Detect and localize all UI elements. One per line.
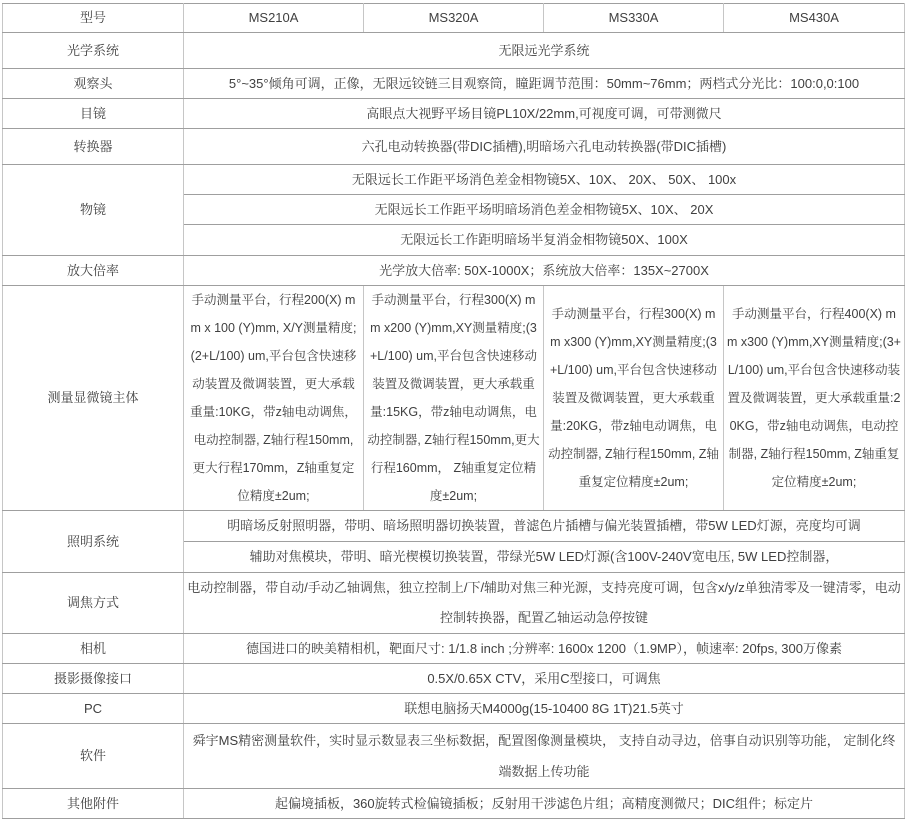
spec-table: [2, 3, 905, 819]
optical-system-value: 无限远光学系统: [184, 33, 905, 69]
model-cell-1: MS210A: [184, 4, 364, 33]
row-observation-head: [3, 69, 905, 99]
row-focusing: [3, 573, 905, 634]
row-model: [3, 4, 905, 33]
cctv-port-value: 0.5X/0.65X CTV，采用C型接口，可调焦: [184, 664, 905, 694]
model-cell-2: MS320A: [364, 4, 544, 33]
pc-value: 联想电脑扬天M4000g(15-10400 8G 1T)21.5英寸: [184, 694, 905, 724]
row-label-objectives: 物镜: [3, 165, 184, 256]
magnification-value: 光学放大倍率: 50X-1000X；系统放大倍率：135X~2700X: [184, 256, 905, 286]
row-label-pc: PC: [3, 694, 184, 724]
row-optical-system: [3, 33, 905, 69]
nosepiece-value: 六孔电动转换器(带DIC插槽),明暗场六孔电动转换器(带DIC插槽): [184, 129, 905, 165]
model-cell-3: MS330A: [544, 4, 724, 33]
stage-value-4: 手动测量平台，行程400(X) mm x300 (Y)mm,XY测量精度;(3+L/100) um,平台包含快速移动装置及微调装置，更大承载重量:20KG，带z轴电动调焦，电动控制器, Z轴行程150mm, Z轴重复定位精度±2um;: [724, 286, 905, 511]
stage-value-3: 手动测量平台，行程300(X) mm x300 (Y)mm,XY测量精度;(3+L/100) um,平台包含快速移动装置及微调装置，更大承载重量:20KG，带z轴电动调焦，电动控制器, Z轴行程150mm, Z轴重复定位精度±2um;: [544, 286, 724, 511]
row-camera: [3, 634, 905, 664]
stage-value-1: 手动测量平台，行程200(X) mm x 100 (Y)mm, X/Y测量精度;(2+L/100) um,平台包含快速移动装置及微调装置，更大承载重量:10KG，带z轴电动调焦，电动控制器, Z轴行程150mm, 更大行程170mm，Z轴重复定位精度±2um;: [184, 286, 364, 511]
row-software: [3, 724, 905, 789]
objectives-value-2: 无限远长工作距平场明暗场消色差金相物镜5X、10X、 20X: [184, 195, 905, 225]
row-label-focusing: 调焦方式: [3, 573, 184, 634]
row-stage: [3, 286, 905, 511]
row-illumination-1: [3, 511, 905, 542]
eyepiece-value: 高眼点大视野平场目镜PL10X/22mm,可视度可调，可带测微尺: [184, 99, 905, 129]
row-objectives-1: [3, 165, 905, 195]
row-label-cctv-port: 摄影摄像接口: [3, 664, 184, 694]
row-label-magnification: 放大倍率: [3, 256, 184, 286]
objectives-value-3: 无限远长工作距明暗场半复消金相物镜50X、100X: [184, 225, 905, 256]
row-accessories: [3, 789, 905, 819]
software-value: 舜宇MS精密测量软件，实时显示数显表三坐标数据，配置图像测量模块， 支持自动寻边，倍事自动识别等功能， 定制化终端数据上传功能: [184, 724, 905, 789]
row-label-nosepiece: 转换器: [3, 129, 184, 165]
row-label-accessories: 其他附件: [3, 789, 184, 819]
row-label-software: 软件: [3, 724, 184, 789]
row-eyepiece: [3, 99, 905, 129]
model-cell-4: MS430A: [724, 4, 905, 33]
row-label-model: 型号: [3, 4, 184, 33]
row-label-illumination: 照明系统: [3, 511, 184, 573]
observation-head-value: 5°~35°倾角可调，正像，无限远铰链三目观察筒，瞳距调节范围：50mm~76mm；两档式分光比：100:0,0:100: [184, 69, 905, 99]
row-label-camera: 相机: [3, 634, 184, 664]
stage-value-2: 手动测量平台，行程300(X) mm x200 (Y)mm,XY测量精度;(3+L/100) um,平台包含快速移动装置及微调装置，更大承载重量:15KG，带z轴电动调焦，电动控制器, Z轴行程150mm,更大行程160mm， Z轴重复定位精度±2um;: [364, 286, 544, 511]
illumination-value-1: 明暗场反射照明器，带明、暗场照明器切换装置，普滤色片插槽与偏光装置插槽，带5W LED灯源，亮度均可调: [184, 511, 905, 542]
camera-value: 德国进口的映美精相机，靶面尺寸: 1/1.8 inch ;分辨率: 1600x 1200（1.9MP），帧速率: 20fps, 300万像素: [184, 634, 905, 664]
row-label-stage: 测量显微镜主体: [3, 286, 184, 511]
focusing-value: 电动控制器，带自动/手动乙轴调焦，独立控制上/下/辅助对焦三种光源，支持亮度可调，包含x/y/z单独清零及一键清零，电动控制转换器，配置乙轴运动急停按键: [184, 573, 905, 634]
objectives-value-1: 无限远长工作距平场消色差金相物镜5X、10X、 20X、 50X、 100x: [184, 165, 905, 195]
row-label-observation-head: 观察头: [3, 69, 184, 99]
row-label-eyepiece: 目镜: [3, 99, 184, 129]
illumination-value-2: 辅助对焦模块，带明、暗光楔模切换装置，带绿光5W LED灯源(含100V-240V宽电压, 5W LED控制器，: [184, 542, 905, 573]
row-magnification: [3, 256, 905, 286]
row-cctv-port: [3, 664, 905, 694]
row-nosepiece: [3, 129, 905, 165]
row-label-optical-system: 光学系统: [3, 33, 184, 69]
accessories-value: 起偏境插板，360旋转式检偏镜插板；反射用干涉滤色片组；高精度测微尺；DIC组件；标定片: [184, 789, 905, 819]
row-pc: [3, 694, 905, 724]
